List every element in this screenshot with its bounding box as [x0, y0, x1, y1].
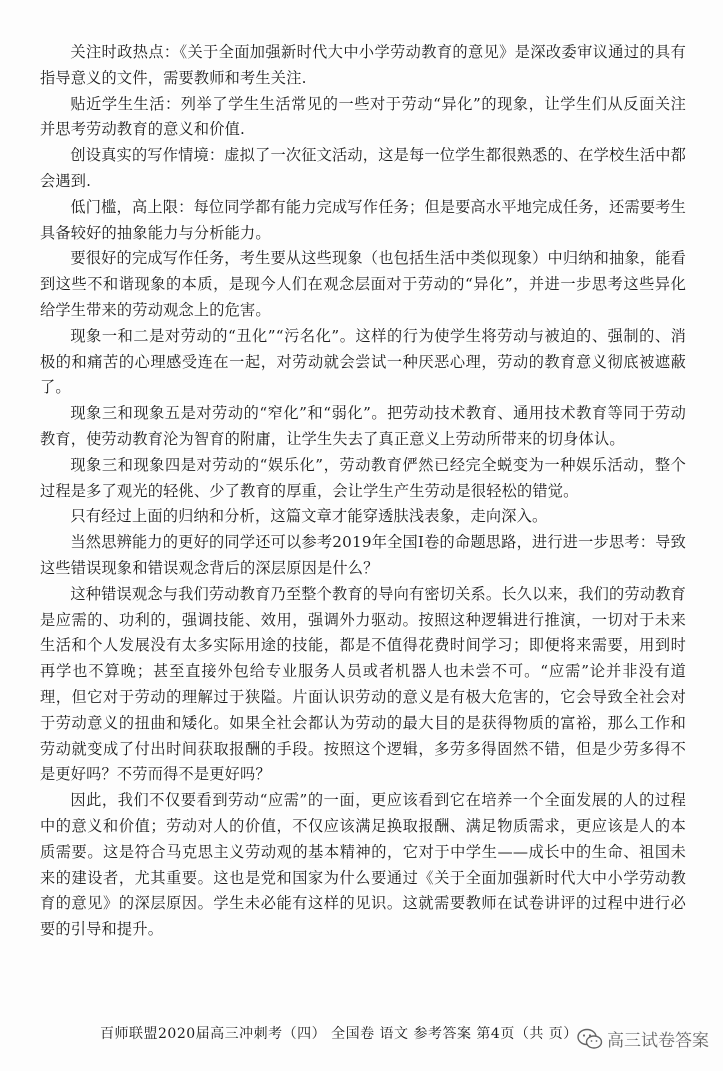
watermark [577, 1026, 709, 1051]
paragraph-10: 当然思辨能力的更好的同学还可以参考2019年全国Ⅰ卷的命题思路，进行进一步思考：导致这些错误现象和错误观念背后的深层原因是什么？ [40, 533, 686, 577]
paragraph-3: 创设真实的写作情境：虚拟了一次征文活动，这是每一位学生都很熟悉的、在学校生活中都会遇到. [40, 146, 686, 190]
paragraph-1: 关注时政热点：《关于全面加强新时代大中小学劳动教育的意见》是深改委审议通过的具有指导意义的文件，需要教师和考生关注. [40, 43, 686, 87]
page-footer: 百师联盟2020届高三冲刺考（四） 全国卷 语文 参考答案 第4页（共 页） [100, 1026, 578, 1042]
answer-body [40, 40, 686, 943]
paragraph-4: 低门槛，高上限：每位同学都有能力完成写作任务；但是要高水平地完成任务，还需要考生具备较好的抽象能力与分析能力。 [40, 197, 686, 242]
paragraph-11: 这种错误观念与我们劳动教育乃至整个教育的导向有密切关系。长久以来，我们的劳动教育是应需的、功利的，强调技能、效用，强调外力驱动。按照这种逻辑进行推演，一切对于未来生活和个人发展没有太多实际用途的技能，都是不值得花费时间学习；即便将来需要，用到时再学也不算晚；甚至直接外包给专业服务人员或者机器人也未尝不可。“应需”论并非没有道理，但它对于劳动的理解过于狭隘。片面认识劳动的意义是有极大危害的，它会导致全社会对于劳动意义的扭曲和矮化。如果全社会都认为劳动的最大目的是获得物质的富裕，那么工作和劳动就变成了付出时间获取报酬的手段。按照这个逻辑，多劳多得固然不错，但是少劳多得不是更好吗？不劳而得不是更好吗？ [40, 584, 686, 784]
paragraph-7: 现象三和现象五是对劳动的“窄化”和“弱化”。把劳动技术教育、通用技术教育等同于劳动教育，使劳动教育沦为智育的附庸，让学生失去了真正意义上劳动所带来的切身体认。 [40, 404, 686, 448]
paragraph-2: 贴近学生生活：列举了学生生活常见的一些对于劳动“异化”的现象，让学生们从反面关注并思考劳动教育的意义和价值. [40, 94, 686, 139]
paragraph-5: 要很好的完成写作任务，考生要从这些现象（也包括生活中类似现象）中归纳和抽象，能看到这些不和谐现象的本质，是现今人们在观念层面对于劳动的“异化”，并进一步思考这些异化给学生带来的劳动观念上的危害。 [40, 249, 686, 319]
paragraph-8: 现象三和现象四是对劳动的“娱乐化”，劳动教育俨然已经完全蜕变为一种娱乐活动，整个过程是多了观光的轻佻、少了教育的厚重，会让学生产生劳动是很轻松的错觉。 [40, 455, 686, 500]
paragraph-9: 只有经过上面的归纳和分析，这篇文章才能穿透肤浅表象，走向深入。 [70, 507, 548, 526]
wechat-icon [577, 1028, 603, 1050]
paragraph-6: 现象一和二是对劳动的“丑化”“污名化”。这样的行为使学生将劳动与被迫的、强制的、消极的和痛苦的心理感受连在一起，对劳动就会尝试一种厌恶心理，劳动的教育意义彻底被遮蔽了。 [40, 326, 686, 397]
watermark-text: 高三试卷答案 [607, 1031, 709, 1051]
paragraph-12: 因此，我们不仅要看到劳动“应需”的一面，更应该看到它在培养一个全面发展的人的过程中的意义和价值；劳动对人的价值，不仅应该满足换取报酬、满足物质需求，更应该是人的本质需要。这是符合马克思主义劳动观的基本精神的，它对于中学生——成长中的生命、祖国未来的建设者，尤其重要。这也是党和国家为什么要通过《关于全面加强新时代大中小学劳动教育的意见》的深层原因。学生未必能有这样的见识。这就需要教师在试卷讲评的过程中进行必要的引导和提升。 [40, 791, 686, 939]
